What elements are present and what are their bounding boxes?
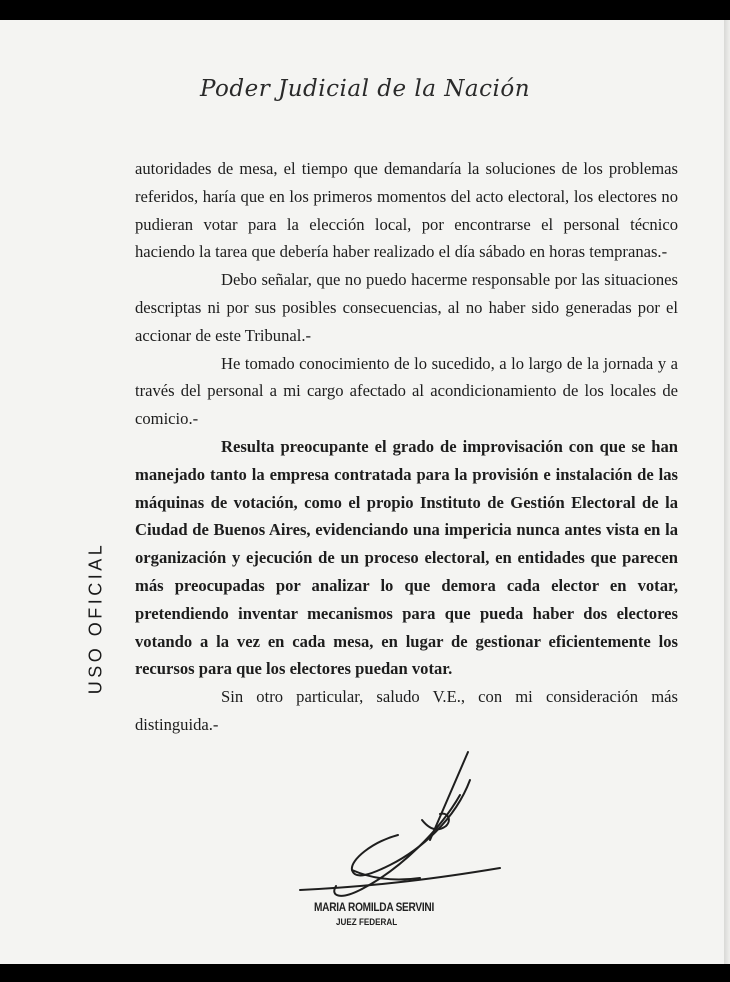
signatory-name: MARIA ROMILDA SERVINI — [314, 902, 435, 914]
paragraph-3: He tomado conocimiento de lo sucedido, a lo largo de la jornada y a través del personal a mi cargo afectado al acondicionamiento de los locales de comicio.- — [135, 353, 678, 429]
page-edge — [724, 20, 730, 964]
document-page — [0, 20, 730, 964]
paragraph-2: Debo señalar, que no puedo hacerme responsable por las situaciones descriptas ni por sus posibles consecuencias, al no haber sido generadas por el accionar de este Tribunal.- — [135, 270, 678, 345]
letter-body — [135, 155, 678, 739]
signatory-title: JUEZ FEDERAL — [336, 917, 398, 927]
side-stamp-text: USO OFICIAL — [85, 541, 106, 695]
paragraph-1: autoridades de mesa, el tiempo que demandaría la soluciones de los problemas referidos, haría que en los primeros momentos del acto electoral, los electores no pudieran votar para la elección local, por encontrarse el personal técnico haciendo la tarea que debería haber realizado el día sábado en horas tempranas.- — [135, 159, 678, 262]
paragraph-4: Resulta preocupante el grado de improvisación con que se han manejado tanto la empresa contratada para la provisión e instalación de las máquinas de votación, como el propio Instituto de Gestión Electoral de la Ciudad de Buenos Aires, evidenciando una impericia nunca antes vista en la organización y ejecución de un proceso electoral, en entidades que parecen más preocupadas por analizar lo que demora cada elector en votar, pretendiendo inventar mecanismos para que pueda haber dos electores votando a la vez en cada mesa, en lugar de gestionar eficientemente los recursos para que los electores puedan votar. — [135, 436, 678, 679]
paragraph-5-closing: Sin otro particular, saludo V.E., con mi consideración más distinguida.- — [135, 687, 678, 734]
letterhead: Poder Judicial de la Nación — [199, 76, 531, 102]
